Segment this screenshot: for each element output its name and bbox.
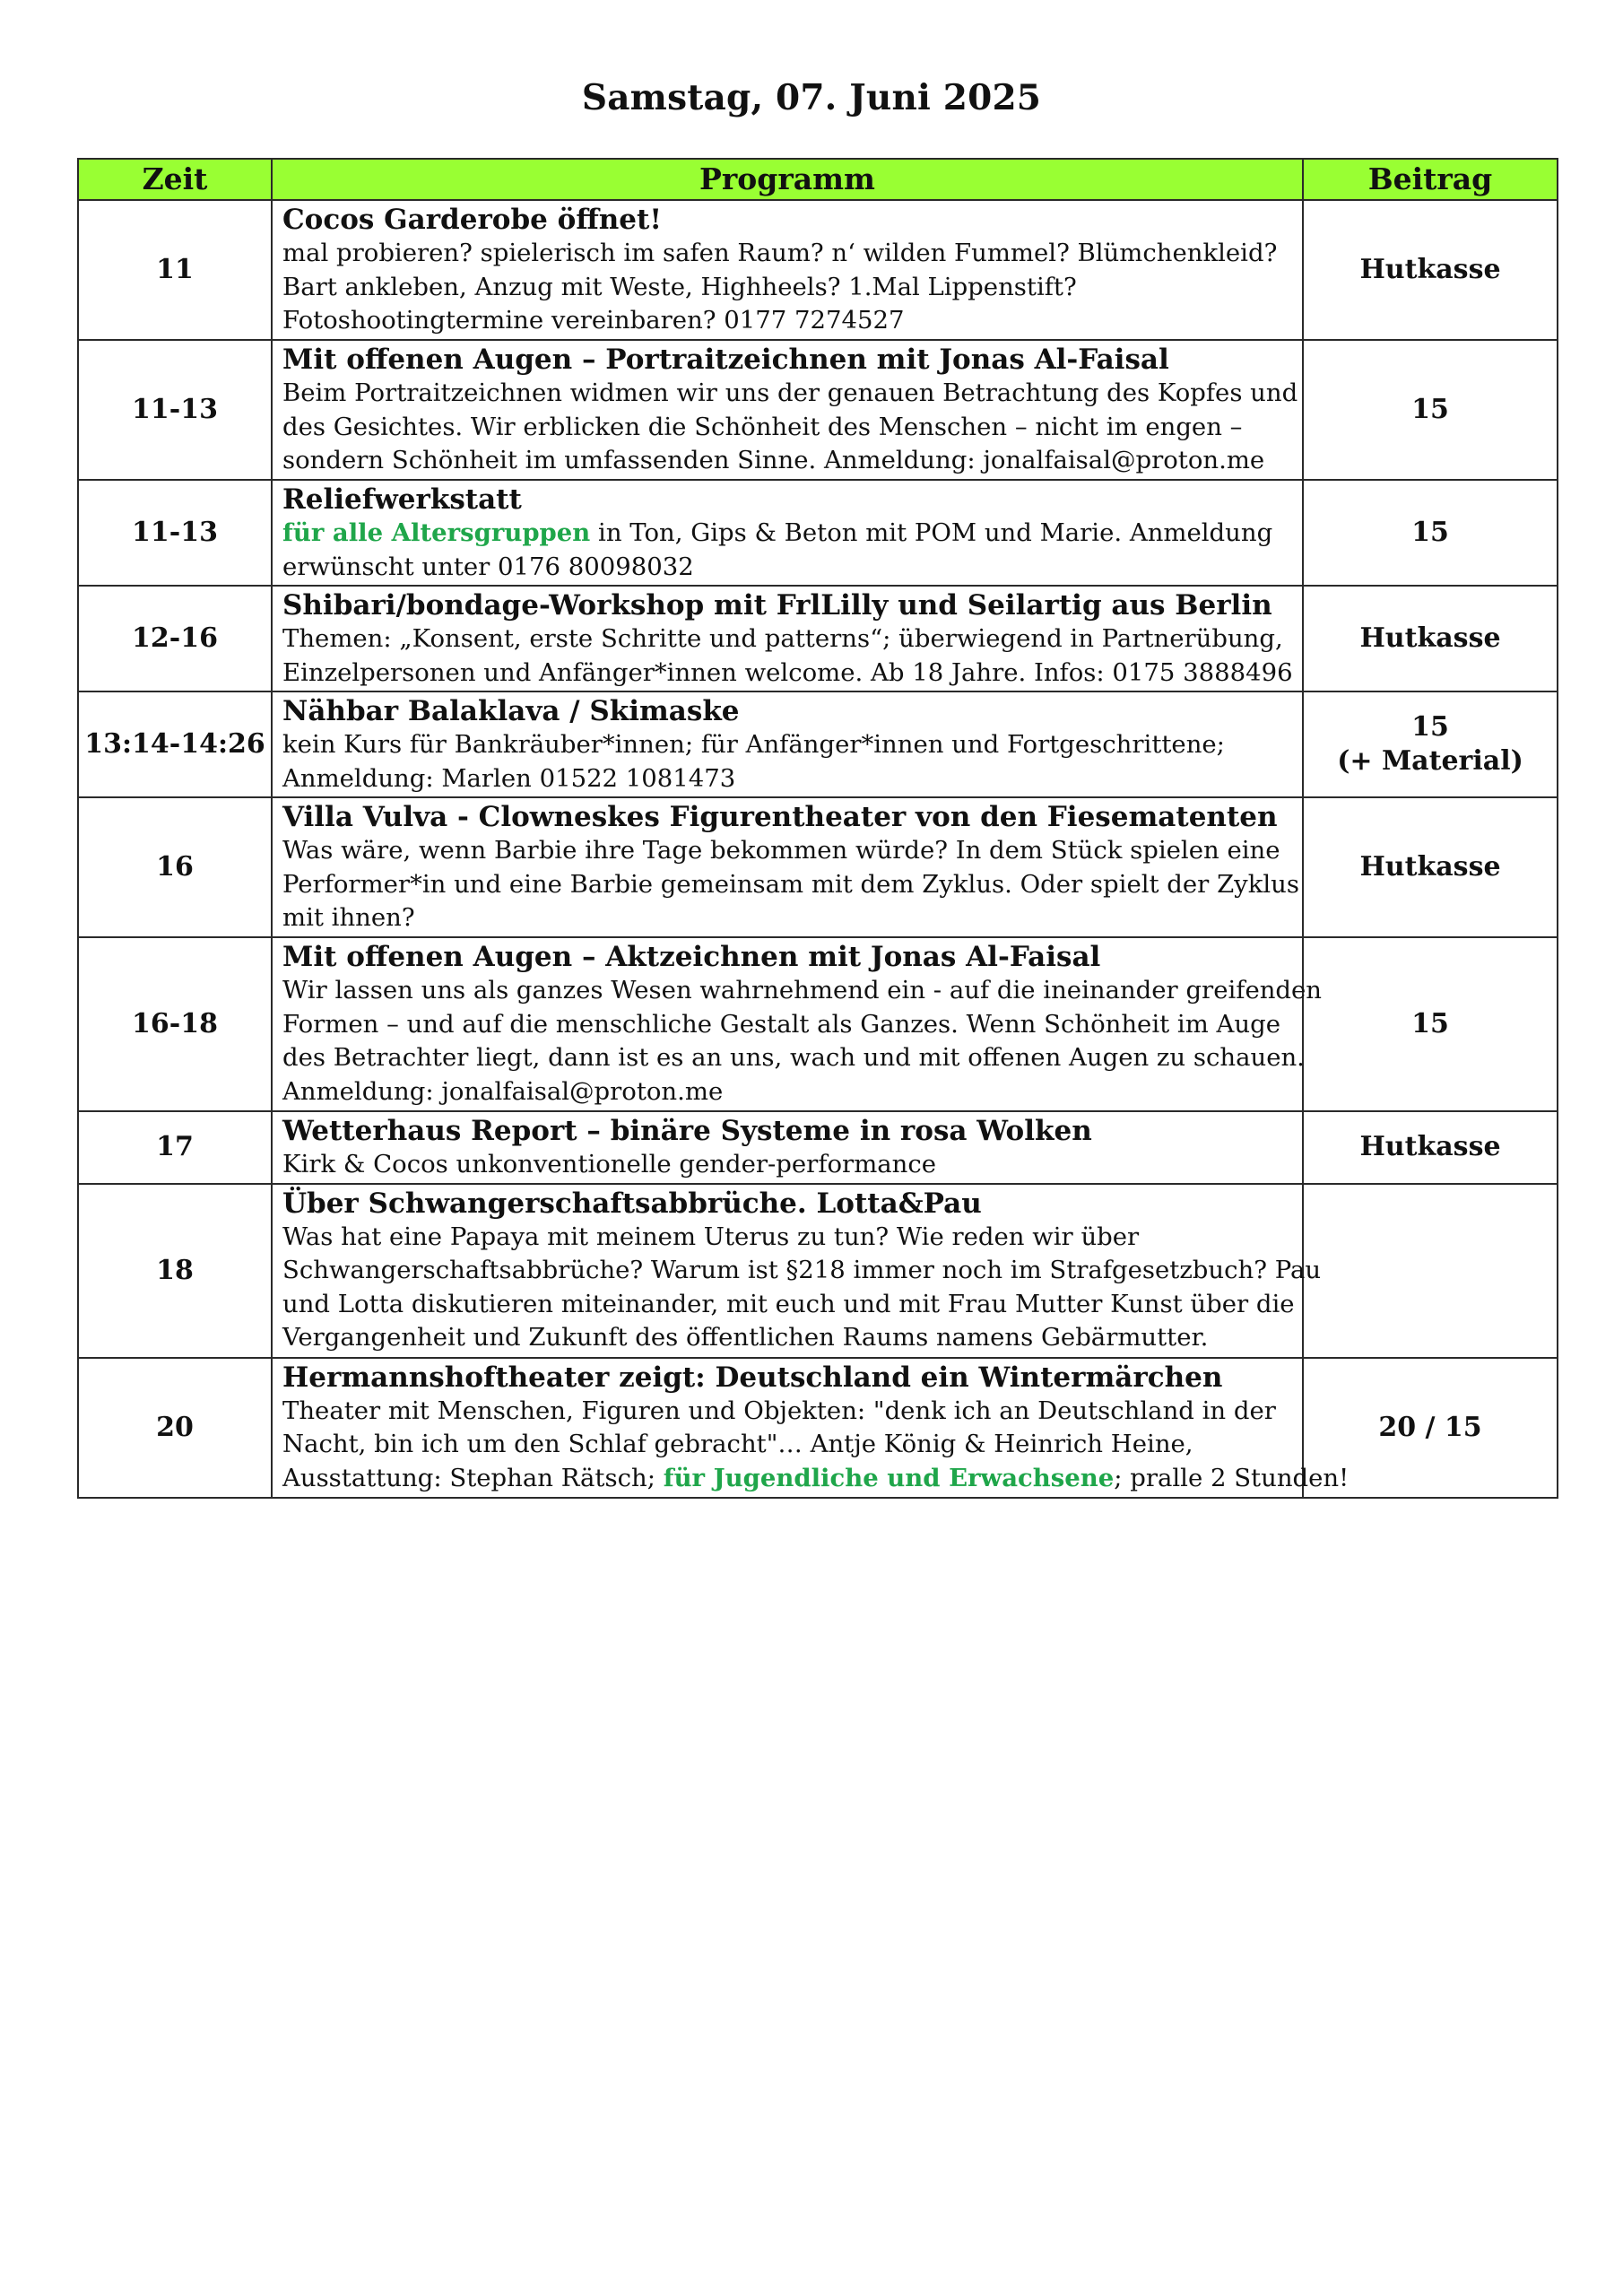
event-description [272,480,1303,586]
event-title: Mit offenen Augen – Aktzeichnen mit Jonas Al-Faisal [282,941,1101,973]
event-fee [1303,691,1558,797]
event-title: Hermannshoftheater zeigt: Deutschland ein Wintermärchen [282,1361,1223,1394]
fee-amount: 15 [1411,711,1449,743]
header-fee: Beitrag [1303,159,1558,200]
event-fee: 15 [1303,480,1558,586]
page-title: Samstag, 07. Juni 2025 [581,77,1042,118]
event-title: Shibari/bondage-Workshop mit FrlLilly und Seilartig aus Berlin [282,589,1272,622]
event-line [282,517,1293,551]
event-title: Cocos Garderobe öffnet! [282,204,662,236]
table-row [78,1184,1558,1358]
event-description [272,586,1303,691]
event-description [272,200,1303,340]
event-description [272,1184,1322,1358]
event-fee: 20 / 15 [1303,1358,1558,1498]
event-title: Nähbar Balaklava / Skimaske [282,695,740,727]
event-fee: Hutkasse [1303,1111,1558,1184]
event-title: Mit offenen Augen – Portraitzeichnen mit Jonas Al-Faisal [282,344,1169,376]
event-line: sondern Schönheit im umfassenden Sinne. Anmeldung: jonalfaisal@proton.me [282,446,1265,474]
event-time: 18 [78,1184,272,1358]
event-line: Nacht, bin ich um den Schlaf gebracht"… Antje König & Heinrich Heine, [282,1430,1193,1458]
event-line: Theater mit Menschen, Figuren und Objekten: "denk ich an Deutschland in der [282,1396,1276,1425]
event-time: 17 [78,1111,272,1184]
event-line: Wir lassen uns als ganzes Wesen wahrnehmend ein - auf die ineinander greifenden [282,976,1323,1004]
event-fee [1303,1184,1558,1358]
event-line [282,1462,1350,1496]
event-title: Villa Vulva - Clowneskes Figurentheater von den Fiesematenten [282,801,1278,833]
event-line: Einzelpersonen und Anfänger*innen welcome. Ab 18 Jahre. Infos: 0175 3888496 [282,657,1293,687]
event-line: Themen: „Konsent, erste Schritte und patterns“; überwiegend in Partnerübung, [282,624,1283,653]
event-line: Was wäre, wenn Barbie ihre Tage bekommen würde? In dem Stück spielen eine [282,836,1280,865]
event-line: Was hat eine Papaya mit meinem Uterus zu tun? Wie reden wir über [282,1222,1140,1251]
event-line: und Lotta diskutieren miteinander, mit euch und mit Frau Mutter Kunst über die [282,1289,1295,1318]
event-fee: 15 [1303,340,1558,480]
event-description [272,1358,1350,1498]
event-time: 16 [78,797,272,937]
table-row [78,200,1558,340]
event-title: Reliefwerkstatt [282,483,522,516]
event-title: Wetterhaus Report – binäre Systeme in rosa Wolken [282,1115,1092,1147]
event-description [272,691,1303,797]
event-title: Über Schwangerschaftsabbrüche. Lotta&Pau [282,1187,982,1220]
header-program: Programm [272,159,1303,200]
program-table [77,158,1558,1499]
event-line: Anmeldung: Marlen 01522 1081473 [282,763,736,793]
event-line-rest: in Ton, Gips & Beton mit POM und Marie. Anmeldung [590,518,1273,547]
event-description [272,340,1303,480]
event-description [272,937,1323,1111]
table-row [78,586,1558,691]
fee-note: (+ Material) [1337,745,1523,777]
event-time: 11-13 [78,340,272,480]
event-line: Beim Portraitzeichnen widmen wir uns der genauen Betrachtung des Kopfes und [282,378,1298,407]
event-line: kein Kurs für Bankräuber*innen; für Anfänger*innen und Fortgeschrittene; [282,730,1225,759]
event-line: Bart ankleben, Anzug mit Weste, Highheels? 1.Mal Lippenstift? [282,272,1077,301]
event-line: Schwangerschaftsabbrüche? Warum ist §218 immer noch im Strafgesetzbuch? Pau [282,1256,1322,1284]
event-fee: 15 [1303,937,1558,1111]
event-line: mal probieren? spielerisch im safen Raum? n‘ wilden Fummel? Blümchenkleid? [282,239,1278,267]
event-line: Formen – und auf die menschliche Gestalt als Ganzes. Wenn Schönheit im Auge [282,1009,1280,1039]
event-fee: Hutkasse [1303,797,1558,937]
highlight-text: für alle Altersgruppen [282,518,591,547]
event-line: Fotoshootingtermine vereinbaren? 0177 7274527 [282,306,905,335]
event-time: 11 [78,200,272,340]
table-row [78,937,1558,1111]
event-time: 13:14-14:26 [78,691,272,797]
event-fee: Hutkasse [1303,200,1558,340]
event-fee: Hutkasse [1303,586,1558,691]
event-line: Performer*in und eine Barbie gemeinsam mit dem Zyklus. Oder spielt der Zyklus [282,869,1299,899]
table-row [78,691,1558,797]
event-line: Anmeldung: jonalfaisal@proton.me [282,1076,724,1106]
event-line-pre: Ausstattung: Stephan Rätsch; [282,1463,664,1492]
event-time: 11-13 [78,480,272,586]
table-row [78,1111,1558,1184]
event-line: erwünscht unter 0176 80098032 [282,552,694,581]
table-row [78,480,1558,586]
event-description [272,797,1303,937]
table-row [78,1358,1558,1498]
table-header-row [78,159,1558,200]
event-line: des Betrachter liegt, dann ist es an uns, wach und mit offenen Augen zu schauen. [282,1043,1305,1072]
event-time: 12-16 [78,586,272,691]
table-row [78,340,1558,480]
event-line: des Gesichtes. Wir erblicken die Schönheit des Menschen – nicht im engen – [282,412,1243,441]
event-line-post: ; pralle 2 Stunden! [1114,1463,1350,1492]
event-description [272,1111,1303,1184]
header-time: Zeit [78,159,272,200]
table-row [78,797,1558,937]
highlight-text: für Jugendliche und Erwachsene [663,1463,1115,1492]
event-line: Vergangenheit und Zukunft des öffentlichen Raums namens Gebärmutter. [282,1323,1209,1352]
event-time: 20 [78,1358,272,1498]
event-line: Kirk & Cocos unkonventionelle gender-performance [282,1150,937,1178]
event-line: mit ihnen? [282,903,415,932]
event-time: 16-18 [78,937,272,1111]
